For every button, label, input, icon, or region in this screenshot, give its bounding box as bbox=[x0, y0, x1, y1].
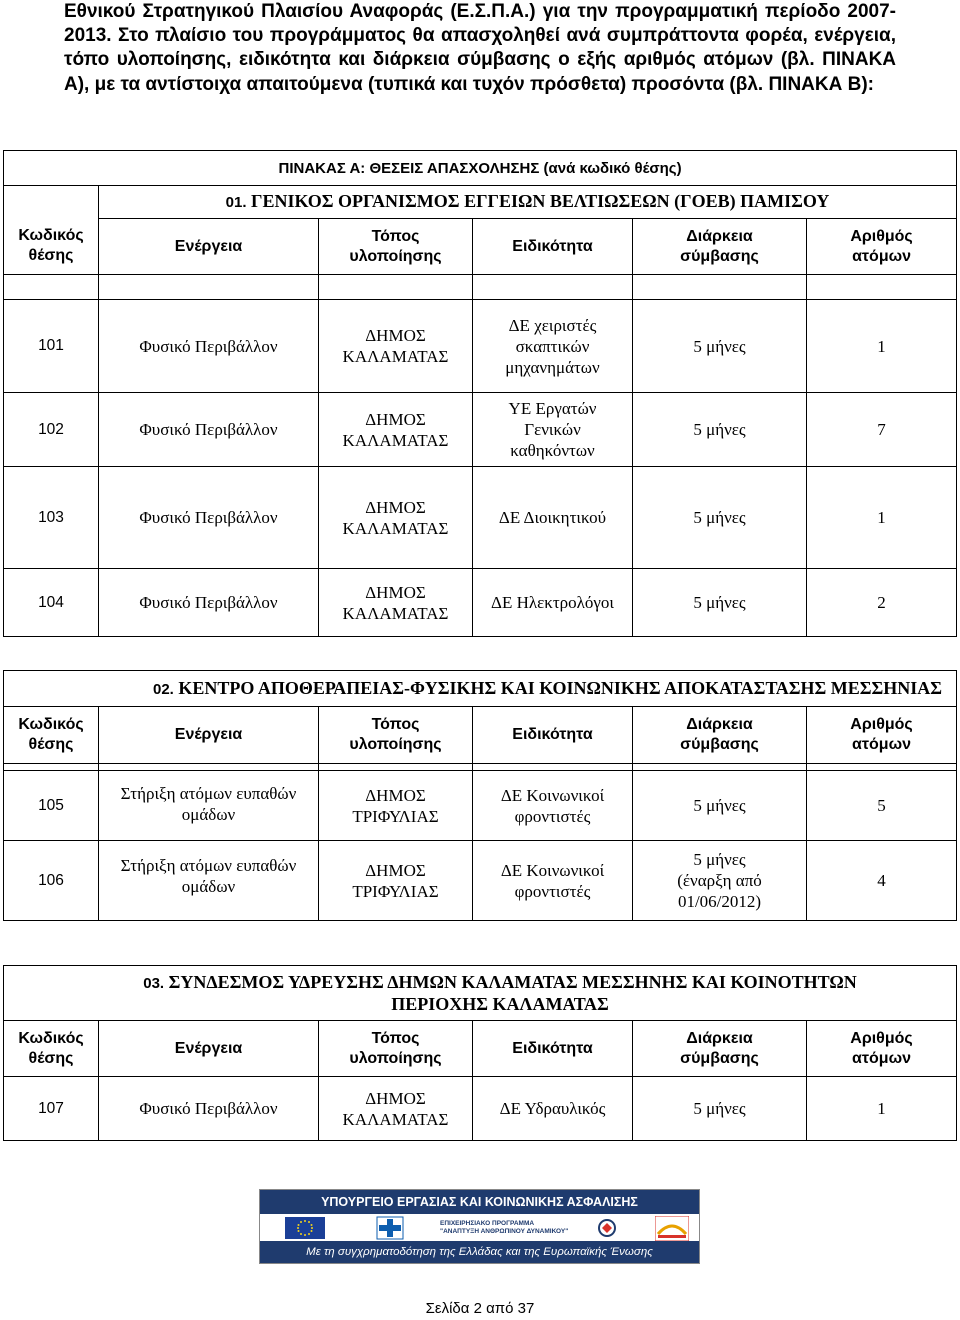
place-cell: ΔΗΜΟΣ ΚΑΛΑΜΑΤΑΣ bbox=[319, 300, 473, 393]
header-duration: Διάρκεια σύμβασης bbox=[633, 707, 807, 764]
positions-table-section-03 bbox=[3, 965, 957, 1141]
section-title bbox=[4, 671, 957, 707]
intro-line: συμπράττοντα φορέα, ενέργεια, τόπο υλοποίησης, ειδικότητα και διάρκεια bbox=[64, 25, 897, 71]
place-cell: ΔΗΜΟΣ ΚΑΛΑΜΑΤΑΣ bbox=[319, 1077, 473, 1141]
positions-table-section-01 bbox=[3, 150, 957, 637]
header-specialty: Ειδικότητα bbox=[473, 707, 633, 764]
header-place: Τόπος υλοποίησης bbox=[319, 1021, 473, 1077]
count-cell: 1 bbox=[807, 467, 957, 569]
header-action: Ενέργεια bbox=[99, 1021, 319, 1077]
action-cell: Φυσικό Περιβάλλον bbox=[99, 300, 319, 393]
header-place: Τόπος υλοποίησης bbox=[319, 219, 473, 275]
count-cell: 1 bbox=[807, 1077, 957, 1141]
section-title-text: ΣΥΝΔΕΣΜΟΣ ΥΔΡΕΥΣΗΣ ΔΗΜΩΝ ΚΑΛΑΜΑΤΑΣ ΜΕΣΣΗΝΗΣ ΚΑΙ ΚΟΙΝΟΤΗΤΩΝ bbox=[168, 972, 857, 992]
position-code: 103 bbox=[4, 467, 99, 569]
header-duration: Διάρκεια σύμβασης bbox=[633, 1021, 807, 1077]
table-row bbox=[4, 393, 957, 467]
page-number: Σελίδα 2 από 37 bbox=[425, 1300, 535, 1317]
position-code: 107 bbox=[4, 1077, 99, 1141]
header-row bbox=[4, 219, 957, 275]
intro-line: σύμβασης ο εξής αριθμός ατόμων (βλ. ΠΙΝΑΚΑ Α), με τα αντίστοιχα bbox=[64, 49, 897, 95]
table-row bbox=[4, 1077, 957, 1141]
count-cell: 7 bbox=[807, 393, 957, 467]
section-number: 03. bbox=[143, 975, 165, 992]
duration-cell: 5 μήνες bbox=[633, 393, 807, 467]
program-mark-icon bbox=[596, 1218, 618, 1238]
duration-cell: 5 μήνες bbox=[633, 771, 807, 841]
positions-table-section-02 bbox=[3, 670, 957, 921]
specialty-cell: ΔΕ Κοινωνικοί φροντιστές bbox=[473, 841, 633, 921]
espa-logo-icon bbox=[655, 1216, 689, 1241]
section-number: 01. bbox=[225, 194, 247, 211]
position-code: 102 bbox=[4, 393, 99, 467]
intro-line: απαιτούμενα (τυπικά και τυχόν πρόσθετα) προσόντα (βλ. ΠΙΝΑΚΑ Β): bbox=[246, 73, 875, 95]
count-cell: 4 bbox=[807, 841, 957, 921]
header-specialty: Ειδικότητα bbox=[473, 1021, 633, 1077]
header-row bbox=[4, 1021, 957, 1077]
position-code: 101 bbox=[4, 300, 99, 393]
count-cell: 5 bbox=[807, 771, 957, 841]
place-cell: ΔΗΜΟΣ ΤΡΙΦΥΛΙΑΣ bbox=[319, 771, 473, 841]
section-title-text: ΓΕΝΙΚΟΣ ΟΡΓΑΝΙΣΜΟΣ ΕΓΓΕΙΩΝ ΒΕΛΤΙΩΣΕΩΝ (ΓΟΕΒ) ΠΑΜΙΣΟΥ bbox=[251, 191, 830, 211]
count-cell: 2 bbox=[807, 569, 957, 637]
greek-emblem-icon bbox=[376, 1216, 404, 1240]
header-action: Ενέργεια bbox=[99, 219, 319, 275]
intro-line: Εθνικού Στρατηγικού Πλαισίου Αναφοράς (Ε.Σ.Π.Α.) για την προγραμματική bbox=[64, 1, 758, 22]
header-row bbox=[4, 707, 957, 764]
duration-cell: 5 μήνες bbox=[633, 300, 807, 393]
header-action: Ενέργεια bbox=[99, 707, 319, 764]
header-specialty: Ειδικότητα bbox=[473, 219, 633, 275]
header-code: Κωδικός θέσης bbox=[4, 707, 99, 764]
position-code: 104 bbox=[4, 569, 99, 637]
specialty-cell: ΥΕ Εργατών Γενικών καθηκόντων bbox=[473, 393, 633, 467]
position-code: 105 bbox=[4, 771, 99, 841]
action-cell: Φυσικό Περιβάλλον bbox=[99, 569, 319, 637]
header-count: Αριθμός ατόμων bbox=[807, 219, 957, 275]
action-cell: Φυσικό Περιβάλλον bbox=[99, 1077, 319, 1141]
header-count: Αριθμός ατόμων bbox=[807, 1021, 957, 1077]
place-cell: ΔΗΜΟΣ ΤΡΙΦΥΛΙΑΣ bbox=[319, 841, 473, 921]
section-title-line2: ΠΕΡΙΟΧΗΣ ΚΑΛΑΜΑΤΑΣ bbox=[391, 994, 609, 1014]
count-cell: 1 bbox=[807, 300, 957, 393]
specialty-cell: ΔΕ Ηλεκτρολόγοι bbox=[473, 569, 633, 637]
place-cell: ΔΗΜΟΣ ΚΑΛΑΜΑΤΑΣ bbox=[319, 393, 473, 467]
duration-cell: 5 μήνες (έναρξη από 01/06/2012) bbox=[633, 841, 807, 921]
specialty-cell: ΔΕ Διοικητικού bbox=[473, 467, 633, 569]
cofunding-note: Με τη συγχρηματοδότηση της Ελλάδας και της Ευρωπαϊκής Ένωσης bbox=[260, 1241, 699, 1263]
specialty-cell: ΔΕ Κοινωνικοί φροντιστές bbox=[473, 771, 633, 841]
header-code: Κωδικός θέσης bbox=[4, 1021, 99, 1077]
position-code: 106 bbox=[4, 841, 99, 921]
program-name: ΕΠΙΧΕΙΡΗΣΙΑΚΟ ΠΡΟΓΡΑΜΜΑ "ΑΝΑΠΤΥΞΗ ΑΝΘΡΩΠΙΝΟΥ ΔΥΝΑΜΙΚΟΥ" bbox=[440, 1220, 569, 1235]
intro-line: περίοδο 2007-2013. Στο πλαίσιο του προγράμματος θα απασχοληθεί ανά bbox=[64, 1, 896, 47]
action-cell: Φυσικό Περιβάλλον bbox=[99, 393, 319, 467]
header-place: Τόπος υλοποίησης bbox=[319, 707, 473, 764]
header-duration: Διάρκεια σύμβασης bbox=[633, 219, 807, 275]
section-title-text: ΚΕΝΤΡΟ ΑΠΟΘΕΡΑΠΕΙΑΣ-ΦΥΣΙΚΗΣ ΚΑΙ ΚΟΙΝΩΝΙΚΗΣ ΑΠΟΚΑΤΑΣΤΑΣΗΣ ΜΕΣΣΗΝΙΑΣ bbox=[178, 677, 943, 698]
section-number: 02. bbox=[153, 680, 174, 698]
table-row bbox=[4, 569, 957, 637]
ministry-name: ΥΠΟΥΡΓΕΙΟ ΕΡΓΑΣΙΑΣ ΚΑΙ ΚΟΙΝΩΝΙΚΗΣ ΑΣΦΑΛΙΣΗΣ bbox=[260, 1190, 699, 1214]
table-row bbox=[4, 300, 957, 393]
header-count: Αριθμός ατόμων bbox=[807, 707, 957, 764]
place-cell: ΔΗΜΟΣ ΚΑΛΑΜΑΤΑΣ bbox=[319, 569, 473, 637]
action-cell: Στήριξη ατόμων ευπαθών ομάδων bbox=[99, 771, 319, 841]
action-cell: Στήριξη ατόμων ευπαθών ομάδων bbox=[99, 841, 319, 921]
table-row bbox=[4, 467, 957, 569]
action-cell: Φυσικό Περιβάλλον bbox=[99, 467, 319, 569]
section-title bbox=[4, 966, 957, 1021]
section-title bbox=[99, 186, 957, 219]
ministry-banner bbox=[259, 1189, 700, 1264]
place-cell: ΔΗΜΟΣ ΚΑΛΑΜΑΤΑΣ bbox=[319, 467, 473, 569]
eu-flag-icon bbox=[285, 1217, 325, 1239]
header-code: Κωδικός θέσης bbox=[4, 219, 99, 275]
table-caption: ΠΙΝΑΚΑΣ Α: ΘΕΣΕΙΣ ΑΠΑΣΧΟΛΗΣΗΣ (ανά κωδικό θέσης) bbox=[4, 151, 957, 186]
duration-cell: 5 μήνες bbox=[633, 569, 807, 637]
intro-paragraph bbox=[64, 0, 896, 97]
table-row bbox=[4, 771, 957, 841]
corner-cell bbox=[4, 186, 99, 219]
duration-cell: 5 μήνες bbox=[633, 1077, 807, 1141]
duration-cell: 5 μήνες bbox=[633, 467, 807, 569]
specialty-cell: ΔΕ Υδραυλικός bbox=[473, 1077, 633, 1141]
table-row bbox=[4, 841, 957, 921]
specialty-cell: ΔΕ χειριστές σκαπτικών μηχανημάτων bbox=[473, 300, 633, 393]
